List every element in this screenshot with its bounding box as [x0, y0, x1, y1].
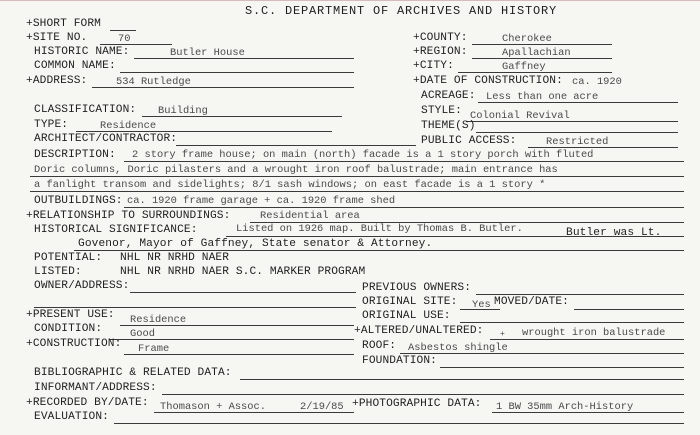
city-line [458, 72, 612, 73]
type-line [76, 131, 332, 132]
photographic-data-line [492, 412, 684, 413]
acreage-value: Less than one acre [486, 91, 599, 103]
owner-address-label: OWNER/ADDRESS: [34, 280, 130, 292]
county-value: Cherokee [502, 33, 552, 45]
original-site-label: ORIGINAL SITE: [362, 296, 458, 308]
relationship-value: Residential area [260, 210, 360, 222]
theme-line [476, 132, 678, 133]
city-value: Gaffney [502, 61, 546, 73]
short-form-label: +SHORT FORM [26, 18, 101, 30]
altered-value: wrought iron balustrade [522, 327, 666, 339]
theme-label: THEME(S) [421, 120, 476, 132]
outbuildings-line [124, 207, 684, 208]
present-use-label: +PRESENT USE: [26, 309, 115, 321]
moved-date-label: MOVED/DATE: [494, 296, 569, 308]
historical-significance-label: HISTORICAL SIGNIFICANCE: [34, 224, 198, 236]
description-line-1: 2 story frame house; on main (north) facade is a 1 story porch with fluted [132, 149, 594, 161]
style-line [466, 121, 678, 122]
listed-label: LISTED: [34, 266, 82, 278]
outbuildings-label: OUTBUILDINGS: [34, 195, 123, 207]
public-access-value: Restricted [546, 136, 609, 148]
classification-line [142, 116, 342, 117]
previous-owners-line [476, 294, 684, 295]
historical-significance-line-1b: Butler was Lt. [566, 227, 662, 239]
region-value: Apallachian [502, 47, 571, 59]
relationship-label: +RELATIONSHIP TO SURROUNDINGS: [26, 210, 231, 222]
form-header: S.C. DEPARTMENT OF ARCHIVES AND HISTORY [245, 4, 558, 18]
description-line-3: a fanlight transom and sidelights; 8/1 sash windows; on east facade is a 1 story * [34, 179, 546, 191]
informant-line [162, 394, 684, 395]
acreage-label: ACREAGE: [421, 90, 476, 102]
description-underline-1 [124, 161, 684, 162]
description-line-2: Doric columns, Doric pilasters and a wrought iron roof balustrade; main entrance has [34, 164, 558, 176]
construction-label: +CONSTRUCTION: [26, 338, 122, 350]
original-use-line [460, 322, 684, 323]
construction-value: Frame [138, 343, 170, 355]
historical-significance-line-1: Listed on 1926 map. Built by Thomas B. Butler. [236, 223, 523, 235]
address-label: +ADDRESS: [26, 75, 88, 87]
potential-options: NHL NR NRHD NAER [120, 252, 230, 264]
recorded-by-label: +RECORDED BY/DATE: [26, 397, 149, 409]
photographic-data-label: +PHOTOGRAPHIC DATA: [352, 398, 482, 410]
condition-label: CONDITION: [34, 323, 103, 335]
moved-date-line [574, 309, 684, 310]
owner-address-line [130, 292, 356, 293]
condition-line [110, 339, 354, 340]
classification-label: CLASSIFICATION: [34, 104, 137, 116]
previous-owners-label: PREVIOUS OWNERS: [362, 282, 472, 294]
description-label: DESCRIPTION: [34, 149, 116, 161]
historical-significance-underline-2 [74, 250, 684, 251]
roof-label: ROOF: [362, 340, 397, 352]
county-line [472, 44, 612, 45]
address-value: 534 Rutledge [116, 76, 191, 88]
bibliographic-line [240, 379, 684, 380]
evaluation-line [114, 423, 684, 424]
site-no-value: 70 [118, 33, 131, 45]
architect-label: ARCHITECT/CONTRACTOR: [34, 133, 178, 145]
bibliographic-label: BIBLIOGRAPHIC & RELATED DATA: [34, 367, 232, 379]
listed-options: NHL NR NRHD NAER S.C. MARKER PROGRAM [120, 266, 366, 278]
top-edge-line [0, 0, 700, 1]
type-label: TYPE: [34, 119, 69, 131]
region-label: +REGION: [413, 46, 468, 58]
classification-value: Building [158, 105, 208, 117]
city-label: +CITY: [413, 60, 454, 72]
altered-mark: + [500, 330, 505, 339]
present-use-line [120, 325, 354, 326]
present-use-value: Residence [130, 314, 187, 326]
historical-significance-line-2: Govenor, Mayor of Gaffney, State senator & Attorney. [78, 238, 433, 250]
original-site-line [460, 309, 500, 310]
site-no-line [100, 44, 172, 45]
site-no-label: +SITE NO. [26, 32, 88, 44]
recorded-by-value: Thomason + Assoc. [160, 401, 267, 413]
evaluation-label: EVALUATION: [34, 411, 109, 423]
public-access-label: PUBLIC ACCESS: [421, 135, 517, 147]
historic-name-line [134, 58, 354, 59]
description-underline-2 [30, 176, 684, 177]
public-access-line [528, 147, 678, 148]
informant-label: INFORMANT/ADDRESS: [34, 382, 157, 394]
condition-value: Good [130, 328, 155, 340]
date-of-construction-label: +DATE OF CONSTRUCTION: [413, 75, 563, 87]
foundation-line [440, 367, 684, 368]
description-underline-3 [30, 191, 684, 192]
style-value: Colonial Revival [470, 110, 570, 122]
original-site-value: Yes [472, 299, 491, 311]
style-label: STYLE: [421, 105, 462, 117]
construction-line [124, 354, 354, 355]
owner-address-line-2 [34, 307, 356, 308]
type-value: Residence [100, 120, 157, 132]
potential-label: POTENTIAL: [34, 252, 103, 264]
outbuildings-value: ca. 1920 frame garage + ca. 1920 frame shed [127, 195, 396, 207]
altered-label: +ALTERED/UNALTERED: [354, 325, 484, 337]
region-line [472, 58, 612, 59]
recorded-date-value: 2/19/85 [300, 401, 344, 413]
common-name-label: COMMON NAME: [34, 60, 116, 72]
original-use-label: ORIGINAL USE: [362, 310, 451, 322]
photographic-data-value: 1 BW 35mm Arch-History [496, 401, 634, 413]
acreage-line [478, 102, 678, 103]
historic-name-value: Butler House [170, 47, 245, 59]
historic-name-label: HISTORIC NAME: [34, 46, 130, 58]
roof-line [400, 353, 684, 354]
recorded-by-line [154, 412, 354, 413]
altered-line [490, 339, 684, 340]
foundation-label: FOUNDATION: [362, 355, 437, 367]
address-line [92, 87, 354, 88]
date-of-construction-value: ca. 1920 [572, 76, 622, 88]
county-label: +COUNTY: [413, 32, 468, 44]
common-name-line [120, 72, 354, 73]
architect-line [176, 145, 416, 146]
roof-value: Asbestos shingle [408, 342, 508, 354]
historical-significance-underline-1 [226, 236, 684, 237]
short-form-line [110, 30, 136, 31]
